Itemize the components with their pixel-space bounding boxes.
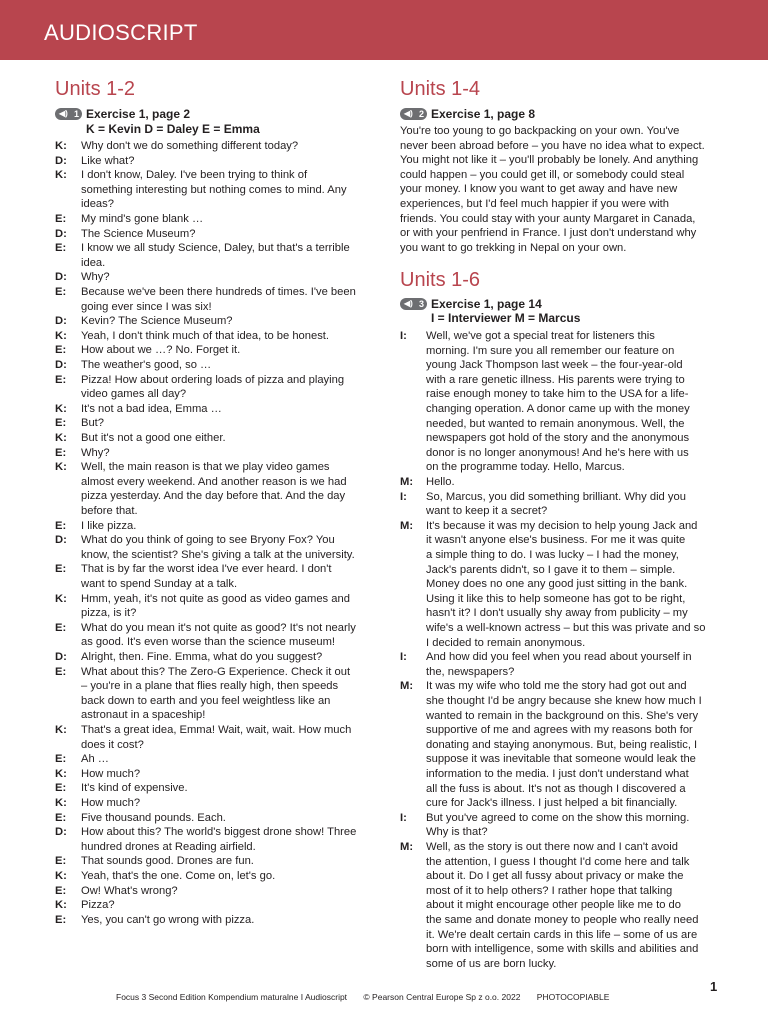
speaker-label: E:: [55, 665, 67, 678]
footer-book-title: Focus 3 Second Edition Kompendium maturalne I Audioscript: [116, 992, 348, 1002]
exercise-label: Exercise 1, page 14: [431, 297, 542, 311]
exercise-heading-1: [55, 107, 190, 121]
speaker-label: K:: [55, 140, 67, 152]
dialogue-line: does it cost?: [81, 738, 144, 751]
dialogue-line: That is by far the worst idea I've ever heard. I don't: [81, 563, 332, 576]
monologue-line: your money. I know you want to get away and have new: [400, 183, 678, 196]
speaker-label: E:: [55, 782, 67, 795]
page-title: AUDIOSCRIPT: [44, 20, 198, 45]
dialogue-line: Five thousand pounds. Each.: [81, 811, 226, 824]
dialogue-line: Jack's parents didn't, so I gave it to them – simple.: [426, 563, 676, 576]
speaker-label: K:: [55, 870, 67, 882]
speaker-label: E:: [55, 242, 67, 255]
dialogue-line: That sounds good. Drones are fun.: [81, 855, 254, 868]
speaker-label: M:: [400, 519, 414, 532]
dialogue-line: The Science Museum?: [81, 227, 196, 240]
dialogue-line: the, newspapers?: [426, 665, 515, 678]
speaker-label: D:: [55, 271, 67, 284]
audio-track-icon: ◀) 1: [55, 108, 82, 120]
speaker-label: D:: [55, 651, 67, 663]
dialogue-line: What about this? The Zero-G Experience. Check it out: [81, 665, 351, 678]
dialogue-line: back down to earth and you feel weightless like an: [81, 694, 331, 707]
dialogue-line: I like pizza.: [81, 519, 137, 532]
dialogue-line: So, Marcus, you did something brilliant. Why did you: [426, 490, 686, 503]
speaker-label: I:: [400, 330, 407, 342]
speaker-label: K:: [55, 402, 67, 415]
monologue-line: or with your penfriend in France. I just don't understand why: [400, 227, 697, 240]
dialogue-line: How much?: [81, 767, 141, 780]
dialogue-line: some of us are born lucky.: [426, 957, 557, 970]
speaker-label: E:: [55, 446, 67, 459]
page-number: 1: [710, 979, 718, 994]
monologue-line: experiences, but I'd feel much happier if you were with: [400, 198, 669, 210]
speaker-label: M:: [400, 841, 414, 853]
dialogue-line: How about we …? No. Forget it.: [81, 344, 241, 357]
speaker-label: E:: [55, 417, 67, 430]
speaker-label: D:: [55, 315, 67, 328]
dialogue-line: with a rare genetic illness. His parents were trying to: [426, 373, 685, 386]
audio-track-icon: ◀) 3: [400, 298, 427, 310]
dialogue-line: morning. I'm sure you all remember our feature on: [426, 344, 675, 357]
dialogue-line: needed, but wanted to remain anonymous. Well, the: [426, 417, 685, 430]
dialogue-line: Why?: [81, 271, 110, 284]
speaker-label: K:: [55, 169, 67, 182]
dialogue-line: on the programme today. Hello, Marcus.: [426, 461, 625, 474]
dialogue-line: information to the media. I just don't understand what: [426, 767, 689, 780]
footer-photocopiable: PHOTOCOPIABLE: [536, 992, 610, 1002]
speaker-label: K:: [55, 797, 67, 809]
speaker-label: D:: [55, 359, 67, 371]
dialogue-line: It was my wife who told me the story had got out and: [426, 680, 687, 693]
speaker-label: E:: [55, 373, 67, 386]
dialogue-line: hundred drones at Reading airfield.: [81, 840, 256, 853]
dialogue-line: all the fuss is about. It's not as though I discovered a: [426, 782, 686, 795]
dialogue-line: Ow! What's wrong?: [81, 884, 178, 897]
header-bar: [0, 0, 768, 60]
dialogue-line: Well, the main reason is that we play video games: [81, 461, 330, 474]
dialogue-line: Pizza?: [81, 899, 115, 912]
speaker-label: E:: [55, 621, 67, 634]
dialogue-line: hasn't it? I don't usually shy away from publicity – my: [426, 607, 688, 620]
dialogue-line: Yeah, that's the one. Come on, let's go.: [81, 870, 276, 882]
dialogue-line: Why is that?: [426, 826, 488, 839]
exercise-heading-2: [400, 107, 535, 121]
speaker-label: D:: [55, 534, 67, 547]
monologue-line: You're too young to go backpacking on your own. You've: [400, 125, 680, 137]
speaker-label: E:: [55, 213, 67, 225]
dialogue-line: supportive of me and agrees with my reasons both for: [426, 724, 693, 737]
dialogue-line: young Jack Thompson last week – the four-year-old: [426, 359, 683, 372]
dialogue-line: wanted to remain in the background on this. She's very: [426, 709, 699, 722]
dialogue-line: Why?: [81, 446, 110, 459]
dialogue-line: Hmm, yeah, it's not quite as good as video games and: [81, 592, 350, 605]
dialogue-line: Money does no one any good just sitting in the bank.: [426, 578, 688, 591]
dialogue-line: Ah …: [81, 753, 109, 766]
dialogue-line: wife's a well-known actress – but this was private and so: [426, 621, 706, 634]
speaker-label: D:: [55, 227, 67, 240]
speaker-label: E:: [55, 913, 67, 926]
speaker-label: E:: [55, 884, 67, 897]
dialogue-line: donor is no longer anonymous! And he's here with us: [426, 446, 689, 459]
dialogue-line: What do you mean it's not quite as good? It's not nearly: [81, 621, 356, 634]
dialogue-line: she thought I'd be angry because she knew how much I: [426, 694, 702, 707]
dialogue-line: ideas?: [81, 198, 114, 211]
dialogue-line: something interesting but nothing comes to mind. Any: [81, 183, 347, 196]
dialogue-line: But?: [81, 417, 105, 430]
dialogue-line: the same and donate money to people who really need: [426, 914, 699, 926]
dialogue-line: Using it like this to help someone has got to be right,: [426, 592, 686, 605]
dialogue-line: idea.: [81, 256, 106, 269]
speaker-label: E:: [55, 286, 67, 298]
dialogue-line: want to keep it a secret?: [426, 505, 548, 518]
dialogue-line: I don't know, Daley. I've been trying to think of: [81, 169, 308, 182]
monologue-line: friends. You could stay with your aunty Margaret in Canada,: [400, 212, 696, 225]
dialogue-line: a simple thing to do. I was lucky – I had the money,: [426, 548, 679, 561]
dialogue-line: before that.: [81, 504, 138, 517]
dialogue-line: want to spend Sunday at a talk.: [81, 577, 238, 590]
dialogue-line: That's a great idea, Emma! Wait, wait, wait. How much: [81, 724, 352, 736]
dialogue-line: suppose it was inevitable that someone would leak the: [426, 753, 696, 766]
speaker-label: K:: [55, 432, 67, 444]
dialogue-line: almost every weekend. And another reason is we had: [81, 475, 347, 488]
dialogue-line: cure for Jack's illness. I just helped a bit financially.: [426, 797, 678, 810]
dialogue-line: pizza, is it?: [81, 607, 137, 620]
speaker-label: K:: [55, 329, 67, 342]
dialogue-line: How about this? The world's biggest drone show! Three: [81, 826, 357, 839]
monologue-line: could happen – you could get ill, or somebody could steal: [400, 168, 685, 181]
speaker-label: K:: [55, 592, 67, 605]
dialogue-line: The weather's good, so …: [81, 359, 212, 371]
dialogue-line: changing operation. A donor came up with the money: [426, 403, 690, 415]
speaker-label: D:: [55, 154, 67, 167]
dialogue-line: What do you think of going to see Bryony Fox? You: [81, 534, 335, 547]
cast-list: I = Interviewer M = Marcus: [431, 311, 581, 325]
speaker-label: I:: [400, 811, 407, 824]
speaker-label: E:: [55, 344, 67, 357]
monologue-line: You might not like it – you'll probably be lonely. And anything: [400, 154, 699, 167]
dialogue-line: pizza yesterday. And the day before that. And the day: [81, 490, 346, 503]
dialogue-line: it. We're dealt certain cards in this life – some of us are: [426, 928, 698, 941]
speaker-label: D:: [55, 826, 67, 839]
speaker-label: I:: [400, 651, 407, 664]
dialogue-line: Because we've been there hundreds of times. I've been: [81, 286, 356, 298]
dialogue-line: Why don't we do something different today?: [81, 140, 299, 152]
dialogue-line: video games all day?: [81, 388, 187, 401]
dialogue-line: born with intelligence, some with skills and abilities and: [426, 943, 699, 956]
dialogue-line: I decided to remain anonymous.: [426, 636, 586, 649]
dialogue-line: Well, as the story is out there now and I can't avoid: [426, 841, 678, 853]
unit-title-1-4: Units 1-4: [400, 78, 481, 100]
dialogue-line: How much?: [81, 797, 141, 809]
speaker-label: E:: [55, 753, 67, 766]
speaker-label: M:: [400, 680, 414, 693]
monologue-line: never been abroad before – you have no idea what to expect.: [400, 139, 705, 152]
dialogue-line: My mind's gone blank …: [81, 213, 204, 225]
dialogue-line: Well, we've got a special treat for listeners this: [426, 330, 655, 342]
dialogue-line: – you're in a plane that flies really high, then speeds: [81, 680, 339, 693]
exercise-label: Exercise 1, page 8: [431, 107, 536, 121]
dialogue-line: I know we all study Science, Daley, but that's a terrible: [81, 242, 350, 255]
dialogue-line: most of it to help others? I rather hope that talking: [426, 884, 673, 897]
speaker-label: I:: [400, 490, 407, 503]
dialogue-line: Alright, then. Fine. Emma, what do you suggest?: [81, 651, 323, 663]
dialogue-line: It's kind of expensive.: [81, 782, 188, 795]
dialogue-line: as good. It's even worse than the science museum!: [81, 636, 335, 649]
dialogue-line: Like what?: [81, 154, 135, 167]
dialogue-line: donating and staying anonymous. But, being realistic, I: [426, 738, 698, 751]
dialogue-line: Yeah, I don't think much of that idea, to be honest.: [81, 329, 330, 342]
dialogue-line: astronaut in a spaceship!: [81, 709, 206, 722]
cast-list: K = Kevin D = Daley E = Emma: [86, 122, 260, 136]
dialogue-line: newspapers got hold of the story and the anonymous: [426, 432, 690, 445]
audio-track-icon: ◀) 2: [400, 108, 427, 120]
dialogue-line: It's because it was my decision to help young Jack and: [426, 519, 698, 532]
exercise-label: Exercise 1, page 2: [86, 107, 191, 121]
monologue-line: you want to go trekking in Nepal on your own.: [400, 241, 627, 254]
speaker-label: E:: [55, 563, 67, 576]
dialogue-line: And how did you feel when you read about yourself in: [426, 651, 692, 664]
dialogue-line: But it's not a good one either.: [81, 432, 226, 444]
speaker-label: E:: [55, 519, 67, 532]
dialogue-line: know, the scientist? She's giving a talk at the university.: [81, 548, 355, 561]
speaker-label: E:: [55, 811, 67, 824]
dialogue-line: about it. Do I get all fussy about privacy or make the: [426, 870, 684, 883]
speaker-label: M:: [400, 476, 414, 488]
dialogue-line: Yes, you can't go wrong with pizza.: [81, 913, 255, 926]
unit-title-1-6: Units 1-6: [400, 269, 481, 291]
dialogue-line: It's not a bad idea, Emma …: [81, 402, 222, 415]
speaker-label: K:: [55, 724, 67, 736]
speaker-label: E:: [55, 855, 67, 868]
dialogue-line: about it might encourage other people like me to do: [426, 899, 681, 912]
unit-title-1-2: Units 1-2: [55, 78, 136, 100]
dialogue-line: Hello.: [426, 476, 455, 488]
speaker-label: K:: [55, 461, 67, 474]
footer: [116, 992, 623, 1002]
footer-copyright: © Pearson Central Europe Sp z o.o. 2022: [363, 992, 521, 1002]
exercise-heading-3: [400, 297, 542, 311]
dialogue-line: Pizza! How about ordering loads of pizza and playing: [81, 373, 345, 386]
dialogue-line: the attention, I guess I thought I'd come here and talk: [426, 855, 690, 868]
speaker-label: K:: [55, 899, 67, 912]
dialogue-line: But you've agreed to come on the show this morning.: [426, 811, 690, 824]
dialogue-line: raise enough money to take him to the USA for a life-: [426, 388, 689, 401]
dialogue-line: Kevin? The Science Museum?: [81, 315, 233, 328]
speaker-label: K:: [55, 767, 67, 780]
dialogue-line: going ever since I was six!: [81, 300, 212, 313]
dialogue-line: it wasn't anyone else's business. For me it was quite: [426, 534, 686, 547]
